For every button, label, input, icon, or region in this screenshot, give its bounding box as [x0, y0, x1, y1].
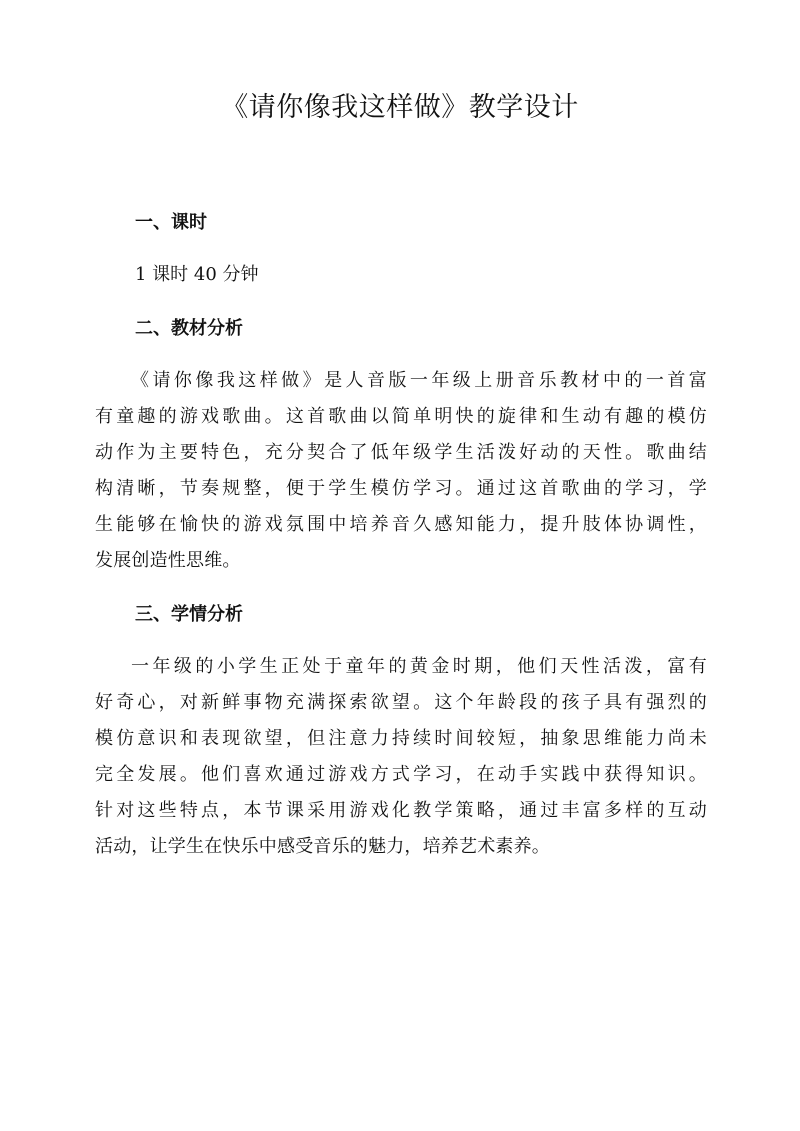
- learner-analysis-paragraph: [95, 649, 707, 865]
- paragraph-line: 针对这些特点，本节课采用游戏化教学策略，通过丰富多样的互动: [95, 800, 707, 821]
- section-heading-material-analysis: 二、教材分析: [135, 318, 243, 339]
- class-hours-text: 1 课时 40 分钟: [135, 264, 259, 285]
- paragraph-line: 好奇心，对新鲜事物充满探索欲望。这个年龄段的孩子具有强烈的: [95, 692, 707, 713]
- paragraph-line: 模仿意识和表现欲望，但注意力持续时间较短，抽象思维能力尚未: [95, 728, 707, 749]
- material-analysis-paragraph: [95, 363, 707, 579]
- paragraph-line: 一年级的小学生正处于童年的黄金时期，他们天性活泼，富有: [131, 656, 707, 677]
- paragraph-line: 活动，让学生在快乐中感受音乐的魅力，培养艺术素养。: [95, 836, 550, 857]
- paragraph-line: 生能够在愉快的游戏氛围中培养音久感知能力，提升肢体协调性，: [95, 514, 707, 535]
- paragraph-line: 动作为主要特色，充分契合了低年级学生活泼好动的天性。歌曲结: [95, 442, 707, 463]
- section-heading-class-hours: 一、课时: [135, 212, 207, 233]
- paragraph-line: 《请你像我这样做》是人音版一年级上册音乐教材中的一首富: [131, 370, 707, 391]
- paragraph-line: 有童趣的游戏歌曲。这首歌曲以简单明快的旋律和生动有趣的模仿: [95, 406, 707, 427]
- section-heading-learner-analysis: 三、学情分析: [135, 604, 243, 625]
- document-title: 《请你像我这样做》教学设计: [221, 92, 579, 123]
- paragraph-line: 发展创造性思维。: [95, 550, 241, 571]
- paragraph-line: 完全发展。他们喜欢通过游戏方式学习，在动手实践中获得知识。: [95, 764, 707, 785]
- document-body: [95, 205, 707, 865]
- paragraph-line: 构清晰，节奏规整，便于学生模仿学习。通过这首歌曲的学习，学: [95, 478, 707, 499]
